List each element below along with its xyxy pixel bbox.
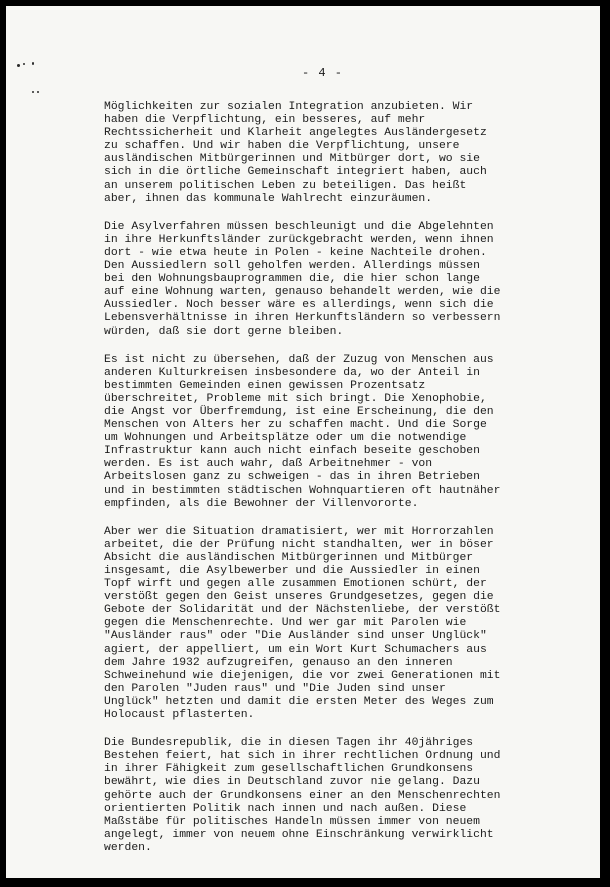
text-line: den Parolen "Juden raus" und "Die Juden sind unser (104, 682, 446, 695)
text-line: bei den Wohnungsbauprogrammen die, die hier schon lange (104, 273, 480, 286)
text-line: in ihre Herkunftsländer zurückgebracht werden, wenn ihnen (104, 233, 494, 246)
text-line: Gebote der Solidarität und der Nächstenliebe, der verstößt (104, 604, 501, 617)
scan-speck (32, 62, 34, 65)
text-line: gegen die Menschenrechte. Und wer gar mit Parolen wie (104, 617, 467, 630)
paragraph (104, 526, 594, 722)
page-number: - 4 - (302, 66, 344, 80)
text-line: Aber wer die Situation dramatisiert, wer mit Horrorzahlen (104, 525, 494, 538)
text-line: zu schaffen. Und wir haben die Verpflichtung, unsere (104, 140, 460, 153)
text-line: dort - wie etwa heute in Polen - keine Nachteile drohen. (104, 246, 487, 259)
scan-speck (32, 91, 34, 93)
text-line: anderen Kulturkreisen insbesondere da, wo der Anteil in (104, 366, 480, 379)
scan-speck (23, 63, 25, 65)
text-line: haben die Verpflichtung, ein besseres, auf mehr (104, 114, 426, 127)
text-line: bewährt, wie dies in Deutschland zuvor nie gelang. Dazu (104, 776, 480, 789)
text-line: die Angst vor Überfremdung, ist eine Erscheinung, die den (104, 405, 494, 418)
paragraph (104, 737, 594, 855)
text-line: werden. Es ist auch wahr, daß Arbeitnehmer - von (104, 458, 433, 471)
text-line: dem Jahre 1932 aufzugreifen, genauso an den inneren (104, 656, 453, 669)
paragraph (104, 221, 594, 339)
text-line: Maßstäbe für politisches Handeln müssen immer von neuem (104, 815, 480, 828)
text-line: "Ausländer raus" oder "Die Ausländer sind unser Unglück" (104, 630, 487, 643)
text-line: um Wohnungen und Arbeitsplätze oder um die notwendige (104, 432, 467, 445)
scan-speck (17, 64, 20, 67)
text-line: sich in die örtliche Gemeinschaft integriert haben, auch (104, 166, 487, 179)
document-body (104, 101, 594, 870)
text-line: Die Asylverfahren müssen beschleunigt und die Abgelehnten (104, 220, 494, 233)
text-line: würden, daß sie dort gerne bleiben. (104, 325, 344, 338)
text-line: Möglichkeiten zur sozialen Integration anzubieten. Wir (104, 101, 474, 113)
text-line: Lebensverhältnisse in ihren Herkunftsländern so verbessern (104, 312, 501, 325)
text-line: Den Aussiedlern soll geholfen werden. Allerdings müssen (104, 260, 480, 273)
text-line: und in bestimmten städtischen Wohnquartieren oft hautnäher (104, 484, 501, 497)
text-line: Menschen von Alters her zu schaffen macht. Und die Sorge (104, 419, 487, 432)
text-line: orientierten Politik nach innen und nach außen. Diese (104, 802, 467, 815)
paragraph (104, 354, 594, 511)
text-line: Rechtssicherheit und Klarheit angelegtes Ausländergesetz (104, 127, 487, 140)
text-line: Absicht die ausländischen Mitbürgerinnen und Mitbürger (104, 551, 474, 564)
text-line: Schweinehund wie diejenigen, die vor zwei Generationen mit (104, 669, 501, 682)
text-line: angelegt, immer von neuem ohne Einschränkung verwirklicht (104, 828, 494, 841)
text-line: bestimmten Gemeinden einen gewissen Prozentsatz (104, 379, 426, 392)
text-line: an unserem politischen Leben zu beteiligen. Das heißt (104, 179, 467, 192)
document-page (6, 6, 600, 878)
text-line: insgesamt, die Asylbewerber und die Aussiedler in einen (104, 565, 480, 577)
text-line: ausländischen Mitbürgerinnen und Mitbürger dort, wo sie (104, 153, 480, 166)
text-line: aber, ihnen das kommunale Wahlrecht einzuräumen. (104, 192, 433, 205)
text-line: Aussiedler. Noch besser wäre es allerdings, wenn sich die (104, 299, 494, 312)
text-line: werden. (104, 841, 152, 854)
text-line: überschreitet, Probleme mit sich bringt. Die Xenophobie, (104, 392, 487, 405)
text-line: Unglück" hetzten und damit die ersten Meter des Weges zum (104, 695, 494, 708)
text-line: gehörte auch der Grundkonsens einer an den Menschenrechten (104, 789, 501, 802)
paragraph (104, 101, 594, 206)
text-line: Holocaust pflasterten. (104, 709, 255, 722)
text-line: Die Bundesrepublik, die in diesen Tagen ihr 40jähriges (104, 737, 474, 750)
text-line: auf eine Wohnung warten, genauso behandelt werden, wie die (104, 286, 501, 299)
text-line: Infrastruktur kann auch nicht einfach beseite geschoben (104, 445, 480, 458)
text-line: Arbeitslosen ganz zu schweigen - das in ihren Betrieben (104, 471, 480, 484)
text-line: verstößt gegen den Geist unseres Grundgesetzes, gegen die (104, 591, 494, 604)
text-line: empfinden, als die Bewohner der Villenvororte. (104, 497, 419, 510)
text-line: agiert, der appelliert, um ein Wort Kurt Schumachers aus (104, 643, 487, 656)
text-line: Es ist nicht zu übersehen, daß der Zuzug von Menschen aus (104, 353, 494, 366)
text-line: in ihrer Fähigkeit zum gesellschaftlichen Grundkonsens (104, 763, 474, 776)
text-line: Topf wirft und gegen alle zusammen Emotionen schürt, der (104, 578, 487, 591)
text-line: arbeitet, die der Prüfung nicht standhalten, wer in böser (104, 538, 494, 551)
scan-speck (37, 91, 39, 93)
text-line: Bestehen feiert, hat sich in ihrer rechtlichen Ordnung und (104, 750, 501, 763)
